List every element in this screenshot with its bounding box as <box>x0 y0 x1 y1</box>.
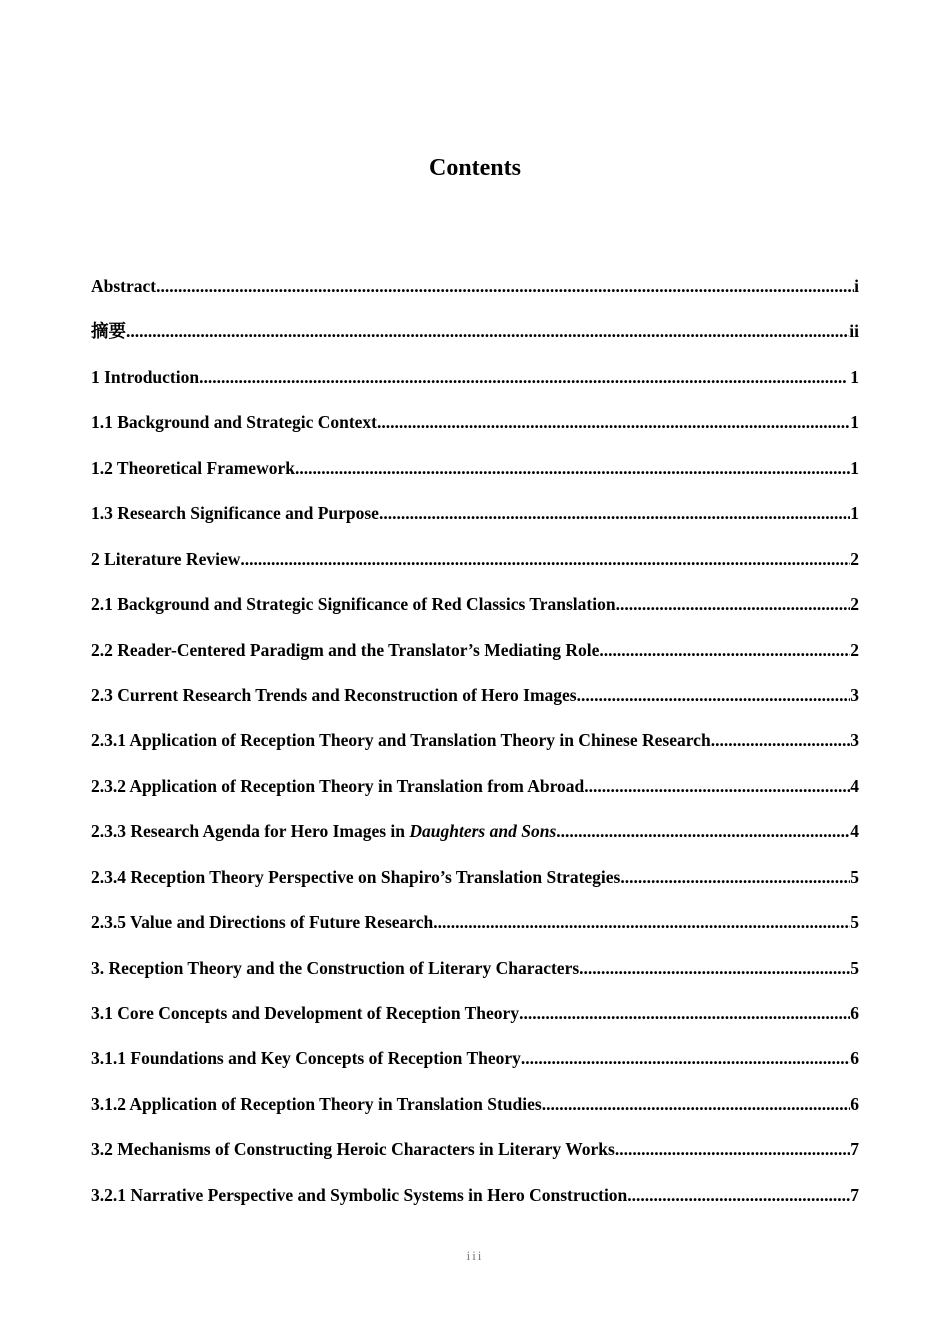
toc-dot-leader <box>627 1181 850 1209</box>
toc-entry-page: 6 <box>850 1048 859 1069</box>
toc-entry-2-3-5[interactable] <box>91 908 859 953</box>
toc-dot-leader <box>126 317 849 345</box>
toc-entry-title: Abstract <box>91 276 157 296</box>
toc-dot-leader <box>240 545 850 573</box>
toc-entry-page: 7 <box>850 1139 859 1160</box>
toc-entry-page: 2 <box>850 548 859 569</box>
toc-dot-leader <box>556 817 850 845</box>
toc-entry-title: 3.2.1 Narrative Perspective and Symbolic Systems in Hero Construction <box>91 1184 628 1205</box>
toc-entry-page: 3 <box>850 684 859 705</box>
toc-entry-2-1[interactable] <box>91 590 859 635</box>
toc-entry-title: 2.3 Current Research Trends and Reconstruction of Hero Images <box>91 684 577 705</box>
toc-dot-leader <box>156 272 854 300</box>
toc-entry-3-2[interactable] <box>91 1135 859 1180</box>
toc-entry-title: 2 Literature Review <box>91 548 241 569</box>
toc-entry-page: 2 <box>850 639 859 660</box>
toc-entry-1[interactable] <box>91 363 859 408</box>
toc-dot-leader <box>577 681 851 709</box>
toc-entry-title: 3.1.2 Application of Reception Theory in Translation Studies <box>91 1093 542 1114</box>
toc-entry-abstract[interactable] <box>91 272 859 317</box>
toc-entry-2-3-2[interactable] <box>91 772 859 817</box>
toc-entry-title: 1.1 Background and Strategic Context <box>91 412 378 433</box>
toc-dot-leader <box>295 454 850 482</box>
toc-entry-1-2[interactable] <box>91 454 859 499</box>
toc-entry-page: 5 <box>850 912 859 933</box>
toc-entry-chinese-abstract[interactable] <box>91 317 859 362</box>
toc-entry-page: i <box>854 276 859 296</box>
toc-entry-2-3-3[interactable] <box>91 817 859 862</box>
page-number: iii <box>466 1248 484 1263</box>
toc-dot-leader <box>377 408 850 436</box>
toc-dot-leader <box>620 863 850 891</box>
toc-dot-leader <box>599 636 850 664</box>
toc-entry-title: 3.1 Core Concepts and Development of Reception Theory <box>91 1003 520 1023</box>
toc-entry-page: 7 <box>850 1184 859 1205</box>
toc-entry-title: 3.2 Mechanisms of Constructing Heroic Characters in Literary Works <box>91 1139 615 1160</box>
toc-entry-title-italic: Daughters and Sons <box>409 821 557 842</box>
toc-entry-title <box>91 817 556 845</box>
table-of-contents <box>91 272 859 1226</box>
toc-entry-2-3[interactable] <box>91 681 859 726</box>
toc-dot-leader <box>199 363 846 391</box>
toc-entry-title: 2.3.4 Reception Theory Perspective on Shapiro’s Translation Strategies <box>91 866 621 887</box>
toc-entry-page: 1 <box>850 412 859 433</box>
toc-entry-title: 1.3 Research Significance and Purpose <box>91 503 379 524</box>
toc-entry-page: 4 <box>850 775 859 796</box>
toc-entry-3-1[interactable] <box>91 999 859 1044</box>
toc-entry-page: 5 <box>850 957 859 978</box>
toc-entry-title: 3. Reception Theory and the Construction of Literary Characters <box>91 957 580 978</box>
toc-entry-title: 2.3.2 Application of Reception Theory in Translation from Abroad <box>91 775 585 796</box>
toc-dot-leader <box>519 999 850 1027</box>
toc-entry-title: 2.1 Background and Strategic Significance of Red Classics Translation <box>91 594 616 615</box>
toc-dot-leader <box>433 908 850 936</box>
toc-entry-title: 1.2 Theoretical Framework <box>91 457 295 478</box>
toc-entry-3-1-1[interactable] <box>91 1044 859 1089</box>
toc-entry-title: 3.1.1 Foundations and Key Concepts of Reception Theory <box>91 1048 521 1069</box>
toc-dot-leader <box>616 590 851 618</box>
toc-entry-page: 6 <box>850 1093 859 1114</box>
toc-dot-leader <box>711 726 851 754</box>
toc-entry-page: 6 <box>850 1003 859 1023</box>
toc-dot-leader <box>579 954 850 982</box>
toc-entry-3[interactable] <box>91 954 859 999</box>
toc-entry-title: 1 Introduction <box>91 366 200 387</box>
toc-entry-title: 2.3.1 Application of Reception Theory and Translation Theory in Chinese Research <box>91 730 711 751</box>
page-title: Contents <box>428 155 521 182</box>
toc-dot-leader <box>615 1135 850 1163</box>
toc-entry-page: 2 <box>850 594 859 615</box>
toc-entry-2-2[interactable] <box>91 636 859 681</box>
toc-entry-page: 5 <box>850 866 859 887</box>
toc-dot-leader <box>584 772 850 800</box>
toc-entry-page: 1 <box>850 503 859 524</box>
toc-entry-3-2-1[interactable] <box>91 1181 859 1226</box>
toc-entry-page: 3 <box>850 730 859 751</box>
toc-dot-leader <box>542 1090 851 1118</box>
toc-entry-3-1-2[interactable] <box>91 1090 859 1135</box>
toc-entry-title-text: 2.3.3 Research Agenda for Hero Images in <box>91 821 410 842</box>
toc-entry-page: 4 <box>850 821 859 842</box>
toc-entry-2-3-1[interactable] <box>91 726 859 771</box>
toc-entry-page: ii <box>849 321 859 342</box>
toc-entry-2-3-4[interactable] <box>91 863 859 908</box>
toc-entry-title: 摘要 <box>91 321 126 342</box>
toc-dot-leader <box>379 499 850 527</box>
toc-entry-1-1[interactable] <box>91 408 859 453</box>
toc-entry-page: 1 <box>850 457 859 478</box>
toc-entry-title: 2.3.5 Value and Directions of Future Research <box>91 912 434 933</box>
toc-entry-2[interactable] <box>91 545 859 590</box>
toc-entry-1-3[interactable] <box>91 499 859 544</box>
toc-entry-page: 1 <box>845 366 859 387</box>
toc-entry-title: 2.2 Reader-Centered Paradigm and the Translator’s Mediating Role <box>91 639 600 660</box>
toc-dot-leader <box>521 1044 850 1072</box>
